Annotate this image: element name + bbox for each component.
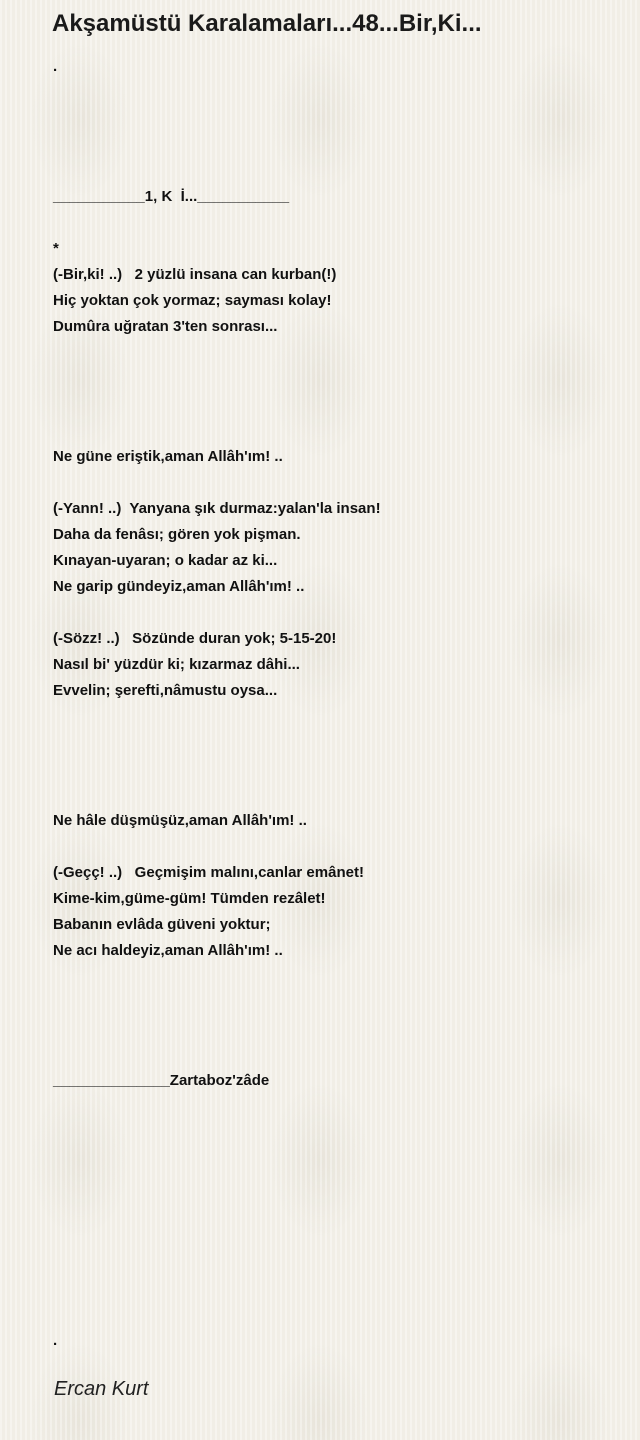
poem-line	[53, 210, 613, 236]
poem-line	[53, 1172, 613, 1198]
poem-line	[53, 782, 613, 808]
poem-line: ___________1, K İ...___________	[53, 188, 290, 205]
poem-line: *	[53, 240, 59, 257]
poem-line: Hiç yoktan çok yormaz; sayması kolay!	[53, 292, 332, 309]
poem-line	[53, 1016, 613, 1042]
poem-line: Nasıl bi' yüzdür ki; kızarmaz dâhi...	[53, 656, 300, 673]
poem-line: Babanın evlâda güveni yoktur;	[53, 916, 271, 933]
poem-line	[53, 600, 613, 626]
poem-line: .	[53, 58, 58, 75]
poem-line	[53, 392, 613, 418]
poem-body	[53, 54, 613, 1380]
poem-line: ______________Zartaboz'zâde	[53, 1072, 270, 1089]
poem-line: Dumûra uğratan 3'ten sonrası...	[53, 318, 278, 335]
poem-line	[53, 158, 613, 184]
poem-line	[53, 366, 613, 392]
poem-line: (-Yann! ..) Yanyana şık durmaz:yalan'la insan!	[53, 500, 381, 517]
poem-line	[53, 132, 613, 158]
poem-line: (-Sözz! ..) Sözünde duran yok; 5-15-20!	[53, 630, 337, 647]
poem-line: Ne hâle düşmüşüz,aman Allâh'ım! ..	[53, 812, 307, 829]
poem-line: Ne garip gündeyiz,aman Allâh'ım! ..	[53, 578, 305, 595]
poem-line	[53, 1302, 613, 1328]
poem-line	[53, 730, 613, 756]
poem-line: .	[53, 1332, 58, 1349]
poem-line	[53, 964, 613, 990]
poem-line	[53, 340, 613, 366]
poem-line: Evvelin; şerefti,nâmustu oysa...	[53, 682, 278, 699]
poem-line	[53, 1146, 613, 1172]
poem-line	[53, 1250, 613, 1276]
poem-line: Ne acı haldeyiz,aman Allâh'ım! ..	[53, 942, 283, 959]
poem-line	[53, 1198, 613, 1224]
poem-line: (-Bir,ki! ..) 2 yüzlü insana can kurban(!)	[53, 266, 337, 283]
poem-line: Daha da fenâsı; gören yok pişman.	[53, 526, 301, 543]
poem-line	[53, 80, 613, 106]
poem-line	[53, 834, 613, 860]
poem-line	[53, 1224, 613, 1250]
poem-line	[53, 1094, 613, 1120]
poem-line	[53, 418, 613, 444]
poem-line	[53, 470, 613, 496]
author-name: Ercan Kurt	[54, 1378, 149, 1400]
poem-line	[53, 1120, 613, 1146]
poem-line: Kime-kim,güme-güm! Tümden rezâlet!	[53, 890, 326, 907]
poem-line	[53, 1276, 613, 1302]
poem-line	[53, 106, 613, 132]
poem-line	[53, 990, 613, 1016]
poem-line	[53, 704, 613, 730]
poem-line: (-Geçç! ..) Geçmişim malını,canlar emânet!	[53, 864, 364, 881]
poem-line: Kınayan-uyaran; o kadar az ki...	[53, 552, 278, 569]
poem-title: Akşamüstü Karalamaları...48...Bir,Ki...	[52, 10, 482, 37]
poem-line	[53, 1042, 613, 1068]
poem-line	[53, 756, 613, 782]
poem-line	[53, 1354, 613, 1380]
poem-line: Ne güne eriştik,aman Allâh'ım! ..	[53, 448, 283, 465]
